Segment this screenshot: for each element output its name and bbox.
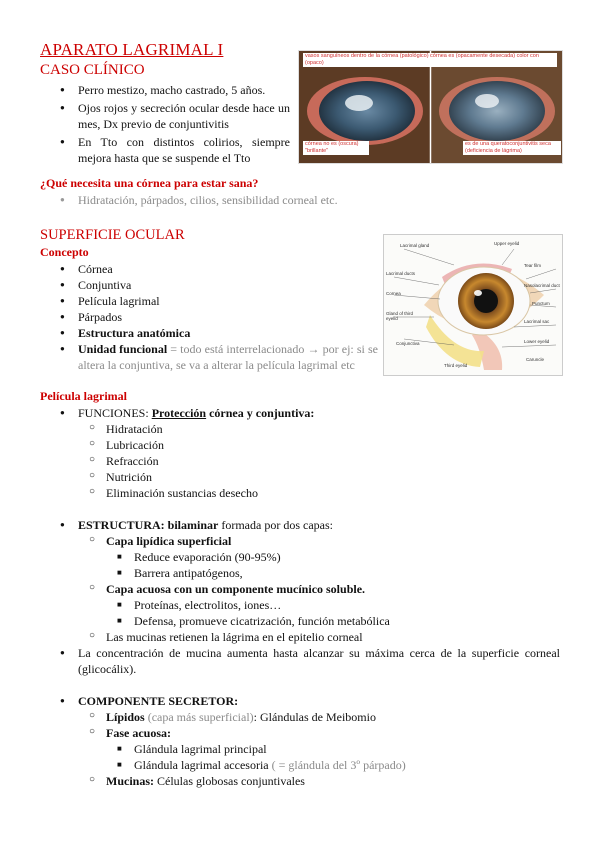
funcion-item: ○ Hidratación bbox=[86, 421, 486, 437]
eye-anatomy-diagram bbox=[383, 234, 563, 376]
anatomy-label: Upper eyelid bbox=[494, 241, 520, 246]
superficie-item: ● Película lagrimal bbox=[58, 293, 378, 309]
anatomy-label: Punctum bbox=[532, 301, 550, 306]
lipidos-item: ○ Lípidos (capa más superficial): Glándulas de Meibomio bbox=[86, 709, 546, 725]
lipidica-item: ■ Reduce evaporación (90-95%) bbox=[114, 549, 534, 565]
answer-item: ● Hidratación, párpados, cilios, sensibilidad corneal etc. bbox=[58, 192, 358, 208]
funciones-list bbox=[58, 405, 558, 421]
question-cornea: ¿Qué necesita una córnea para estar sana? bbox=[40, 176, 259, 190]
anatomy-label: Lacrimal ducts bbox=[386, 271, 416, 276]
anatomy-label: Conjunctiva bbox=[396, 341, 420, 346]
caso-item: ● Ojos rojos y secreción ocular desde hace un mes, Dx previo de conjuntivitis bbox=[58, 100, 290, 132]
funcion-item: ○ Eliminación sustancias desecho bbox=[86, 485, 486, 501]
estructura-list bbox=[58, 517, 558, 533]
superficie-item: ● Párpados bbox=[58, 309, 378, 325]
anatomy-label: Nasolacrimal duct bbox=[524, 283, 560, 288]
componente-list bbox=[58, 693, 558, 709]
caso-item: ● En Tto con distintos colirios, siempre mejora hasta que se suspende el Tto bbox=[58, 134, 290, 166]
anatomy-label: Lower eyelid bbox=[524, 339, 550, 344]
page-title: APARATO LAGRIMAL I bbox=[40, 40, 224, 59]
anatomy-label: Cornea bbox=[386, 291, 401, 296]
acuosa-item: ■ Proteínas, electrolitos, iones… bbox=[114, 597, 534, 613]
photo-caption-top: vasos sanguíneos dentro de la córnea (patológico) córnea es (opacamente desecada) color con (opaco) bbox=[303, 53, 557, 67]
answer-list bbox=[58, 192, 358, 208]
anatomy-label: Tear film bbox=[524, 263, 542, 268]
caso-item: ● Perro mestizo, macho castrado, 5 años. bbox=[58, 82, 290, 98]
section-title-caso: CASO CLÍNICO bbox=[40, 62, 145, 78]
superficie-item: ● Córnea bbox=[58, 261, 378, 277]
fase-item: ■ Glándula lagrimal principal bbox=[114, 741, 534, 757]
photo-caption-left: córnea no es (oscura) "brillante" bbox=[303, 141, 369, 155]
funcion-item: ○ Refracción bbox=[86, 453, 486, 469]
capas-list-2 bbox=[86, 581, 546, 597]
fase-item-accesoria: ■ Glándula lagrimal accesoria ( = glándula del 3º párpado) bbox=[114, 757, 534, 773]
mucinas-item: ○ Mucinas: Células globosas conjuntivales bbox=[86, 773, 546, 789]
capa-acuosa: ○ Capa acuosa con un componente mucínico soluble. bbox=[86, 581, 546, 597]
anatomy-label: Lacrimal sac bbox=[524, 319, 550, 324]
mucinas-retienen: ○ Las mucinas retienen la lágrima en el epitelio corneal bbox=[86, 629, 546, 645]
fase-acuosa-item: ○ Fase acuosa: bbox=[86, 725, 546, 741]
componente-sublist bbox=[86, 709, 546, 741]
section-title-superficie: SUPERFICIE OCULAR bbox=[40, 227, 185, 243]
caso-list bbox=[58, 82, 290, 166]
estructura-heading: ● ESTRUCTURA: bilaminar formada por dos capas: bbox=[58, 517, 558, 533]
superficie-item-estructura: ● Estructura anatómica bbox=[58, 325, 378, 341]
acuosa-sublist bbox=[114, 597, 534, 629]
anatomy-label: Lacrimal gland bbox=[400, 243, 430, 248]
funciones-heading: ● FUNCIONES: Protección córnea y conjuntiva: bbox=[58, 405, 558, 421]
clinical-photo bbox=[298, 50, 563, 164]
superficie-item: ● Conjuntiva bbox=[58, 277, 378, 293]
mucinas-list bbox=[86, 629, 546, 645]
photo-caption-right: es de una queratoconjuntivitis seca (deficiencia de lágrima) bbox=[463, 141, 561, 155]
componente-heading: ● COMPONENTE SECRETOR: bbox=[58, 693, 558, 709]
capas-list bbox=[86, 533, 546, 549]
anatomy-label: Gland of third eyelid bbox=[386, 311, 414, 321]
funciones-sublist bbox=[86, 421, 486, 501]
lipidica-sublist bbox=[114, 549, 534, 581]
funcion-item: ○ Nutrición bbox=[86, 469, 486, 485]
anatomy-label: Caruncle bbox=[526, 357, 545, 362]
label-pelicula: Película lagrimal bbox=[40, 389, 127, 403]
capa-lipidica: ○ Capa lipídica superficial bbox=[86, 533, 546, 549]
fase-sublist bbox=[114, 741, 534, 773]
anatomy-label: Third eyelid bbox=[444, 363, 468, 368]
acuosa-item: ■ Defensa, promueve cicatrización, función metabólica bbox=[114, 613, 534, 629]
superficie-list bbox=[58, 261, 378, 373]
superficie-item-unidad: ● Unidad funcional = todo está interrelacionado → por ej: si se altera la conjuntiva, se va a alterar la película lagrimal etc bbox=[58, 341, 378, 373]
concentracion-item: ● La concentración de mucina aumenta hasta alcanzar su máxima cerca de la superficie corneal (glicocálix). bbox=[58, 645, 560, 677]
concentracion-list bbox=[58, 645, 560, 677]
mucinas-componente-list bbox=[86, 773, 546, 789]
label-concepto: Concepto bbox=[40, 245, 89, 259]
lipidica-item: ■ Barrera antipatógenos, bbox=[114, 565, 534, 581]
funcion-item: ○ Lubricación bbox=[86, 437, 486, 453]
